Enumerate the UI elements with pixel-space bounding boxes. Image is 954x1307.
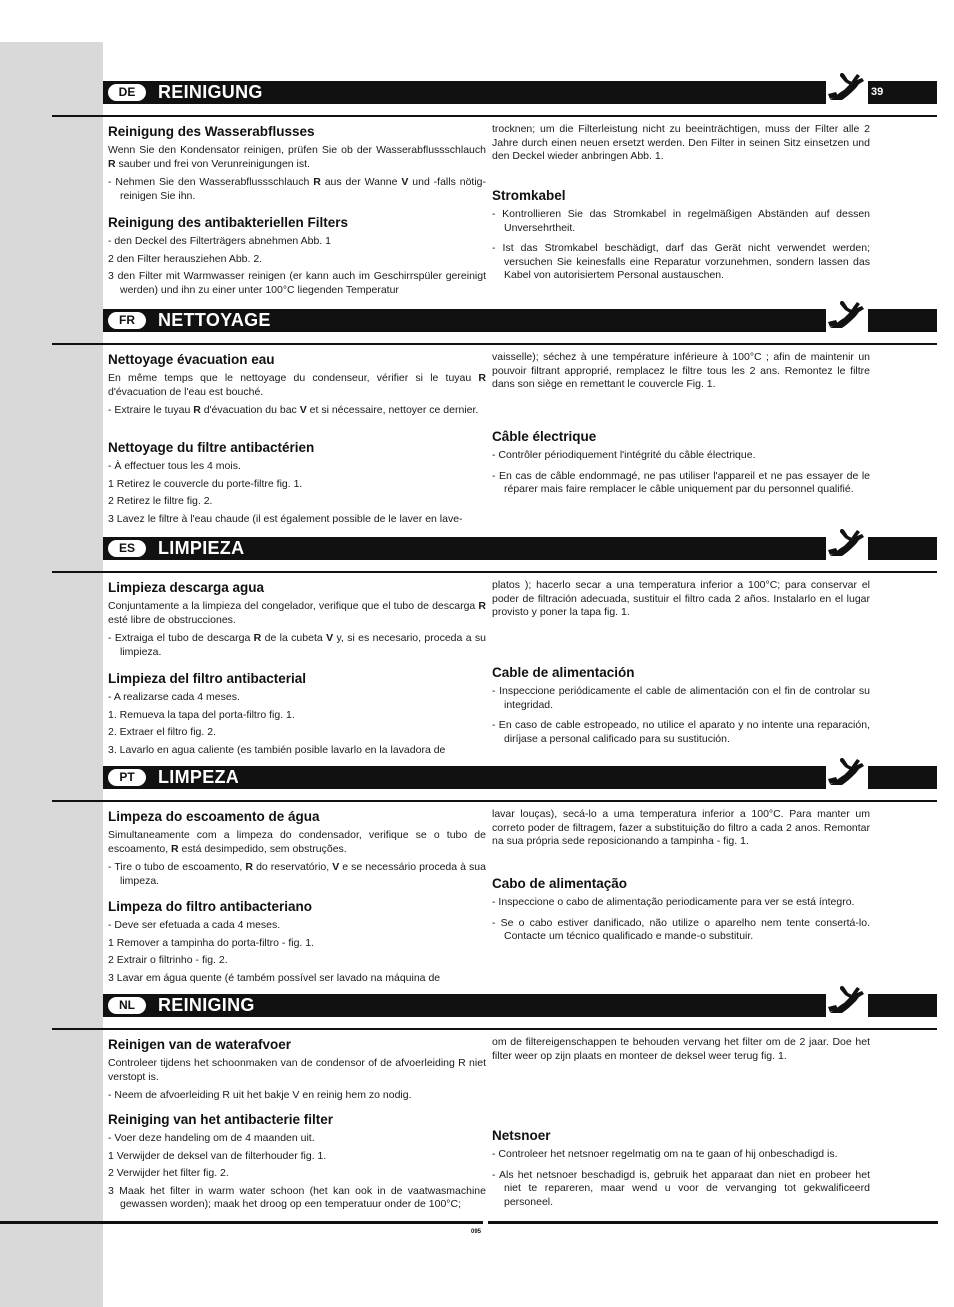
wrench-hand-icon [826, 755, 868, 789]
page-number: 39 [871, 86, 884, 98]
language-badge: FR [108, 312, 146, 329]
list-item: 1 Retirez le couvercle du porte-filtre fig. 1. [108, 477, 303, 490]
wrench-hand-icon [826, 298, 868, 332]
right-column [492, 808, 870, 854]
continued-paragraph: platos ); hacerlo secar a una temperatura inferior a 100°C; para conservar el poder de filtración adecuada, sustituir el filtro cada 2 años. Instalarlo en el lugar provisto y poner la tapa fig. 1. [492, 579, 870, 619]
footer-rule-left [0, 1221, 483, 1224]
filter-steps [108, 919, 486, 987]
subsection-heading: Limpieza del filtro antibacterial [108, 671, 307, 686]
list-item: - Neem de afvoerleiding R uit het bakje V en reinig hem zo nodig. [108, 1089, 412, 1102]
language-badge: NL [108, 997, 146, 1014]
list-item: - En cas de câble endommagé, ne pas utiliser l'appareil et ne pas essayer de le réparer mais faire remplacer le câble uniquement par du personnel qualifié. [492, 469, 870, 496]
list-item: - Controleer het netsnoer regelmatig om na te gaan of hij onbeschadigd is. [492, 1148, 838, 1160]
footer-code: 095 [471, 1229, 482, 1235]
language-badge: ES [108, 540, 146, 557]
section-title: LIMPEZA [158, 767, 240, 787]
list-item: - den Deckel des Filterträgers abnehmen Abb. 1 [108, 235, 331, 247]
list-item: - A realizarse cada 4 meses. [108, 691, 240, 703]
subsection-heading: Reiniging van het antibacterie filter [108, 1112, 334, 1127]
list-item: - Inspeccione o cabo de alimentação periodicamente para ver se está íntegro. [492, 896, 855, 908]
section-rule [52, 115, 937, 117]
language-badge: PT [108, 769, 146, 786]
section-title: REINIGUNG [158, 82, 263, 102]
left-column [108, 808, 486, 893]
list-item: 1 Verwijder de deksel van de filterhouder fig. 1. [108, 1149, 327, 1162]
language-badge: DE [108, 84, 146, 101]
right-column-cable [492, 664, 870, 753]
list-item: 3 Maak het filter in warm water schoon (het kan ook in de vaatwasmachine gewassen worden); maak het droog op een temperatuur onder de 100°C; [108, 1184, 486, 1211]
list-item: - Extraire le tuyau R d'évacuation du bac V et si nécessaire, nettoyer ce dernier. [108, 404, 479, 417]
list-item: - Inspeccione periódicamente el cable de alimentación con el fin de controlar su integridad. [492, 685, 870, 711]
left-column-filter [108, 898, 486, 987]
wrench-hand-icon [826, 70, 868, 104]
list-item: - En caso de cable estropeado, no utilice el aparato y no intente una reparación, diríjase a personal calificado para su sustitución. [492, 719, 870, 745]
subsection-heading: Nettoyage du filtre antibactérien [108, 440, 315, 455]
wrench-hand-icon [826, 526, 868, 560]
left-column [108, 123, 486, 208]
subsection-heading: Reinigen van de waterafvoer [108, 1037, 292, 1052]
filter-steps [108, 691, 486, 759]
subsection-heading: Stromkabel [492, 188, 566, 203]
paragraph: Wenn Sie den Kondensator reinigen, prüfen Sie ob der Wasserabflussschlauch R sauber und frei von Verunreinigungen ist. [108, 144, 486, 170]
right-column-cable [492, 1127, 870, 1216]
subsection-heading: Reinigung des Wasserabflusses [108, 124, 315, 139]
left-margin-strip [0, 42, 103, 1307]
list-item: - Voer deze handeling om de 4 maanden uit. [108, 1132, 315, 1144]
list-item: 2. Extraer el filtro fig. 2. [108, 726, 216, 739]
right-column [492, 579, 870, 625]
list-item: - Se o cabo estiver danificado, não utilize o aparelho nem tente consertá-lo. Contacte um técnico qualificado e mande-o substituir. [492, 916, 870, 943]
subsection-heading: Limpieza descarga agua [108, 580, 265, 595]
subsection-heading: Reinigung des antibakteriellen Filters [108, 215, 349, 230]
left-column-filter [108, 670, 486, 759]
list-item: - Nehmen Sie den Wasserabflussschlauch R aus der Wanne V und -falls nötig- reinigen Sie ihn. [108, 176, 487, 202]
paragraph: Conjuntamente a la limpieza del congelador, verifique que el tubo de descarga R esté libre de obstrucciones. [108, 600, 486, 626]
paragraph: En même temps que le nettoyage du condenseur, vérifier si le tuyau R d'évacuation de l'eau est bouché. [108, 372, 486, 398]
list-item: - Kontrollieren Sie das Stromkabel in regelmäßigen Abständen auf dessen Unversehrtheit. [492, 208, 870, 234]
left-column-filter [108, 439, 486, 528]
right-column-cable [492, 875, 870, 951]
section-rule [52, 343, 937, 345]
left-column-filter [108, 1111, 486, 1216]
right-column-cable [492, 428, 870, 504]
list-item: 2 Verwijder het filter fig. 2. [108, 1167, 229, 1180]
section-rule [52, 800, 937, 802]
paragraph: Controleer tijdens het schoonmaken van de condensor of de afvoerleiding R niet verstopt is. [108, 1057, 486, 1083]
list-item: 3 Lavez le filtre à l'eau chaude (il est également possible de le laver en lave- [108, 512, 463, 525]
filter-steps [108, 235, 486, 301]
continued-paragraph: trocknen; um die Filterleistung nicht zu beeinträchtigen, muss der Filter alle 2 Jahre durch einen neuen ersetzt werden. Den Filter in seinen Sitz einsetzen und den Deckel wieder anbringen Abb. 1. [492, 123, 870, 163]
list-item: 2 Retirez le filtre fig. 2. [108, 495, 213, 508]
right-column [492, 123, 870, 169]
section-title: NETTOYAGE [158, 310, 271, 330]
section-title: REINIGING [158, 995, 255, 1015]
continued-paragraph: om de filtereigenschappen te behouden vervang het filter om de 2 jaar. Doe het filter weer op zijn plaats en monteer de deksel weer terug fig. 1. [492, 1036, 870, 1062]
list-item: 1 Remover a tampinha do porta-filtro - fig. 1. [108, 936, 315, 949]
right-column-cable [492, 187, 870, 290]
section-rule [52, 1028, 937, 1030]
subsection-heading: Cabo de alimentação [492, 876, 628, 891]
list-item: 3 den Filter mit Warmwasser reinigen (er kann auch im Geschirrspüler gereinigt werden) und ihn zu einer unter 100°C liegenden Temperatur [108, 270, 486, 296]
list-item: - Extraiga el tubo de descarga R de la cubeta V y, si es necesario, proceda a su limpieza. [108, 632, 486, 658]
list-item: - À effectuer tous les 4 mois. [108, 460, 241, 472]
filter-steps [108, 1132, 486, 1216]
list-item: 3. Lavarlo en agua caliente (es también posible lavarlo en la lavadora de [108, 743, 446, 756]
left-column [108, 351, 486, 423]
list-item: - Contrôler périodiquement l'intégrité du câble électrique. [492, 449, 756, 461]
subsection-heading: Cable de alimentación [492, 665, 635, 680]
right-column [492, 1036, 870, 1068]
list-item: 2 den Filter herausziehen Abb. 2. [108, 252, 263, 265]
subsection-heading: Limpeza do filtro antibacteriano [108, 899, 313, 914]
subsection-heading: Nettoyage évacuation eau [108, 352, 275, 367]
subsection-heading: Netsnoer [492, 1128, 551, 1143]
footer-rule-right [488, 1221, 938, 1224]
filter-steps [108, 460, 486, 528]
subsection-heading: Câble électrique [492, 429, 597, 444]
subsection-heading: Limpeza do escoamento de água [108, 809, 320, 824]
list-item: 3 Lavar em água quente (é também possível ser lavado na máquina de [108, 971, 441, 984]
list-item: 2 Extrair o filtrinho - fig. 2. [108, 954, 228, 967]
left-column [108, 1036, 486, 1108]
list-item: 1. Remueva la tapa del porta-filtro fig. 1. [108, 708, 295, 721]
left-column-filter [108, 214, 486, 301]
continued-paragraph: vaisselle); séchez à une température inférieure à 100°C ; afin de maintenir un pouvoir filtrant approprié, remplacez le filtre tous les 2 ans. Remontez le filtre dans son siège en remettant le couvercle Fig. 1. [492, 351, 870, 391]
section-rule [52, 571, 937, 573]
section-title: LIMPIEZA [158, 538, 245, 558]
list-item: - Tire o tubo de escoamento, R do reservatório, V e se necessário proceda à sua limpeza. [108, 861, 486, 887]
left-column [108, 579, 486, 664]
list-item: - Als het netsnoer beschadigd is, gebruik het apparaat dan niet en probeer het niet te repareren, maar wend u voor de vervanging tot gekwalificeerd personeel. [492, 1168, 870, 1208]
continued-paragraph: lavar louças), secá-lo a uma temperatura inferior a 100°C. Para manter um correto poder de filtragem, fazer a substituição do filtro a cada 2 anos. Remontar na sua própria sede reposicionando a tampinha - fig. 1. [492, 808, 870, 848]
list-item: - Ist das Stromkabel beschädigt, darf das Gerät nicht verwendet werden; versuchen Sie keinesfalls eine Reparatur vorzunehmen, sondern lassen das Kabel von autorisiertem Personal austauschen. [492, 242, 870, 282]
right-column [492, 351, 870, 397]
paragraph: Simultaneamente com a limpeza do condensador, verifique se o tubo de escoamento, R está desimpedido, sem obstruções. [108, 829, 486, 855]
list-item: - Deve ser efetuada a cada 4 meses. [108, 919, 281, 931]
wrench-hand-icon [826, 983, 868, 1017]
